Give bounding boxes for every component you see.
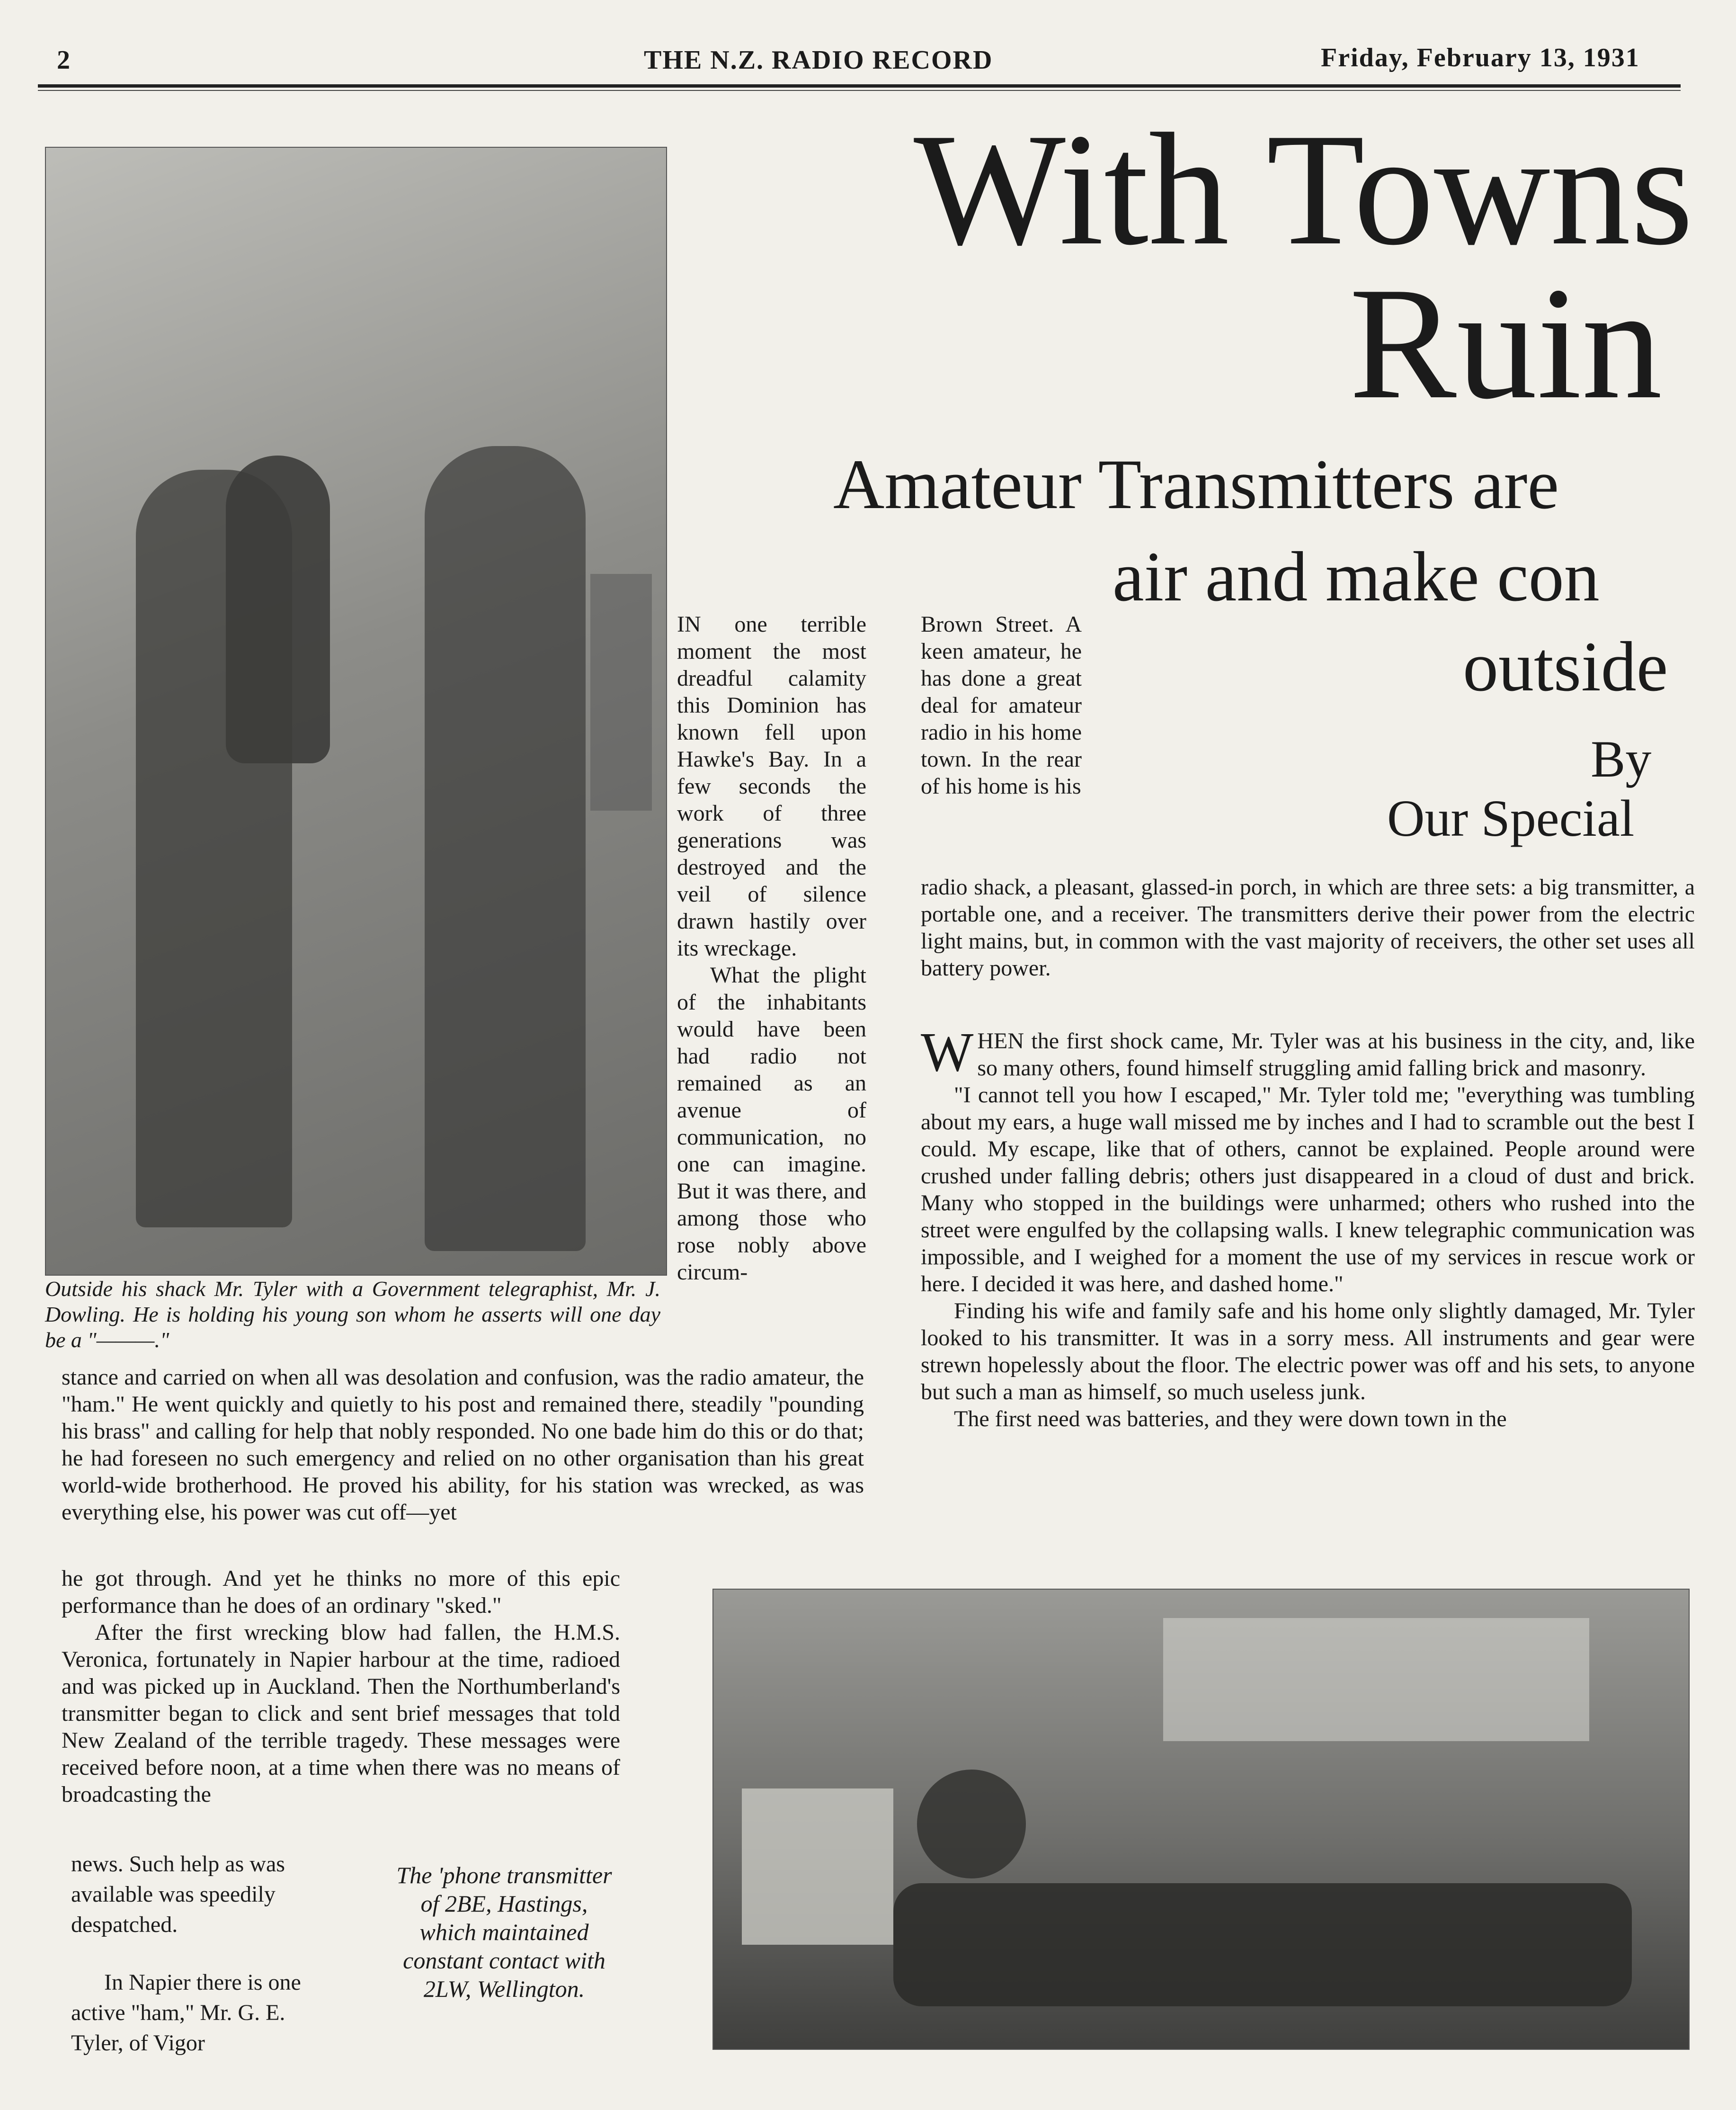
issue-date: Friday, February 13, 1931 xyxy=(1321,43,1640,72)
headline-line1: With Towns xyxy=(914,100,1693,278)
photo-2be-transmitter xyxy=(712,1589,1690,2050)
byline-by: By xyxy=(1591,730,1652,788)
article-family-safe: Finding his wife and family safe and his home only slightly damaged, Mr. Tyler looked to his transmitter. It was in a sorry mess. All instruments and gear were strewn hopelessly about the floor. The electric power was off and his sets, to anyone but such a man as himself, so much useless junk. xyxy=(921,1298,1695,1404)
article-help-despatched: news. Such help as was available was speedily despatched. xyxy=(71,1851,285,1937)
transmitter-panel xyxy=(742,1788,893,1945)
article-left-news xyxy=(71,1849,327,1940)
subhead-line1: Amateur Transmitters are xyxy=(833,445,1559,524)
article-wide-left xyxy=(62,1364,864,1526)
figure-man-right xyxy=(425,446,586,1251)
article-left-napier xyxy=(71,1967,327,2058)
shack-window xyxy=(590,574,652,811)
article-col-b xyxy=(921,611,1082,800)
article-plight: What the plight of the inhabitants would have been had radio not remained as an avenue of communication, no one can imagine. But it was there, and among those who rose nobly above circum- xyxy=(677,963,866,1285)
dropcap-w: W xyxy=(921,1021,974,1083)
transmitter-bench xyxy=(893,1883,1632,2006)
photo-tyler-shack xyxy=(45,147,667,1276)
article-batteries: The first need was batteries, and they were down town in the xyxy=(954,1406,1507,1431)
article-brown-street: Brown Street. A keen amateur, he has done a great deal for amateur radio in his home town. In the rear of his home is his xyxy=(921,612,1082,799)
bottom-photo-caption: The 'phone transmitter of 2BE, Hastings, which maintained constant contact with 2LW, Wellington. xyxy=(396,1862,612,2002)
page-number: 2 xyxy=(57,45,71,75)
figure-child xyxy=(226,456,330,763)
article-opening: IN one terrible moment the most dreadful calamity this Dominion has known fell upon Hawke's Bay. In a few seconds the work of three generations was destroyed and the veil of silence drawn hastily over its wreckage. xyxy=(677,612,866,961)
article-first-shock-text: HEN the first shock came, Mr. Tyler was at his business in the city, and, like so many others, found himself struggling amid falling brick and masonry. xyxy=(977,1028,1695,1081)
headline-line2: Ruin xyxy=(1349,254,1663,432)
header-rule xyxy=(38,84,1681,88)
article-right-top xyxy=(921,874,1695,982)
subhead-line3: outside xyxy=(1463,627,1668,706)
article-got-through: he got through. And yet he thinks no more of this epic performance than he does of an ordinary "sked." xyxy=(62,1566,620,1618)
top-photo-caption: Outside his shack Mr. Tyler with a Government telegraphist, Mr. J. Dowling. He is holding his young son whom he asserts will one day be a "———." xyxy=(45,1277,660,1352)
article-left-lower xyxy=(62,1565,620,1808)
article-napier-ham: In Napier there is one active "ham," Mr. G. E. Tyler, of Vigor xyxy=(71,1970,301,2056)
article-radio-shack: radio shack, a pleasant, glassed-in porch, in which are three sets: a big transmitter, a portable one, and a receiver. The transmitters derive their power from the electric light mains, but, in common with the vast majority of receivers, the other set uses all battery power. xyxy=(921,875,1695,981)
qsl-cards-wall xyxy=(1163,1618,1589,1741)
byline-name: Our Special xyxy=(1387,789,1635,847)
article-right-lower xyxy=(921,1021,1695,1432)
article-veronica: After the first wrecking blow had fallen, the H.M.S. Veronica, fortunately in Napier harbour at the time, radioed and was picked up in Auckland. Then the Northumberland's transmitter began to click and sent brief messages that told New Zealand of the terrible tragedy. These messages were received before noon, at a time when there was no means of broadcasting the xyxy=(62,1620,620,1807)
publication-title: THE N.Z. RADIO RECORD xyxy=(644,45,993,75)
article-escape-quote: "I cannot tell you how I escaped," Mr. Tyler told me; "everything was tumbling about my ears, a huge wall missed me by inches and I had to scramble out the best I could. My escape, like that of others, cannot be explained. People around were crushed under falling debris; others just disappeared in a cloud of dust and brick. Many who stopped in the buildings were unharmed; others who rushed into the street were engulfed by the collapsing walls. I knew telegraphic communication was impossible, and I weighed for a moment the use of my services in rescue work or here. I decided it was here, and dashed home." xyxy=(921,1082,1695,1296)
transmitter-coil xyxy=(917,1770,1026,1878)
article-col-a xyxy=(677,611,866,1286)
article-first-shock xyxy=(921,1021,1695,1083)
header-rule-thin xyxy=(38,90,1681,91)
subhead-line2: air and make con xyxy=(1113,537,1600,616)
article-ham-paragraph: stance and carried on when all was desolation and confusion, was the radio amateur, the "ham." He went quickly and quietly to his post and remained there, steadily "pounding his brass" and calling for help that nobly responded. No one bade him do this or do that; he had foreseen no such emergency and relied on no other organisation than his great world-wide brotherhood. He proved his ability, for his station was wrecked, as was everything else, his power was cut off—yet xyxy=(62,1365,864,1525)
